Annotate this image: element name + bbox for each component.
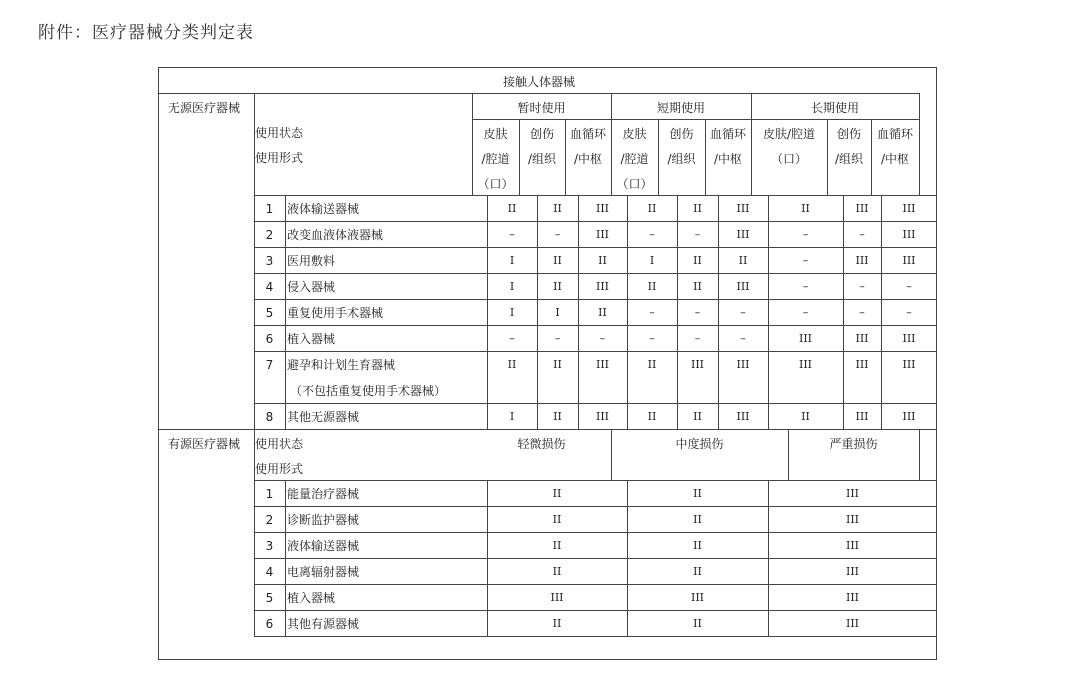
duration-header: 长期使用 xyxy=(810,101,859,115)
class-cell: III xyxy=(595,358,610,371)
class-cell: II xyxy=(693,565,702,578)
passive-form-label: 使用形式 xyxy=(255,151,304,165)
class-cell: III xyxy=(902,202,916,215)
class-cell: III xyxy=(855,254,869,267)
row-number: 5 xyxy=(265,306,274,320)
row-number: 1 xyxy=(265,202,274,216)
class-cell: – xyxy=(509,228,515,241)
active-body-top xyxy=(254,480,937,481)
class-cell: II xyxy=(552,539,562,552)
class-cell: – xyxy=(802,228,809,241)
class-cell: – xyxy=(802,254,809,267)
class-cell: II xyxy=(553,280,562,293)
row-divider xyxy=(254,273,937,274)
active-section-top xyxy=(158,429,937,430)
class-cell: – xyxy=(859,306,865,319)
row-number: 6 xyxy=(265,617,274,631)
injury-level-header: 中度损伤 xyxy=(675,437,724,451)
class-cell: III xyxy=(845,591,860,604)
active-device-name: 植入器械 xyxy=(287,591,336,605)
row-number: 7 xyxy=(265,358,274,372)
contact-type-header: /腔道 xyxy=(481,152,510,166)
contact-type-header: 创伤 xyxy=(669,127,694,141)
contact-type-header: （口） xyxy=(477,177,514,191)
class-cell: III xyxy=(855,202,869,215)
class-cell: II xyxy=(553,410,562,423)
active-device-name: 能量治疗器械 xyxy=(287,487,360,501)
class-cell: III xyxy=(855,332,869,345)
cell-divider xyxy=(627,480,628,636)
contact-type-header: /组织 xyxy=(527,152,557,166)
class-cell: – xyxy=(649,332,655,345)
class-cell: I xyxy=(509,306,515,319)
cell-divider xyxy=(487,480,488,636)
row-divider xyxy=(254,532,937,533)
class-cell: – xyxy=(859,228,865,241)
class-cell: II xyxy=(738,254,748,267)
passive-device-name: 侵入器械 xyxy=(287,280,336,294)
row-number: 2 xyxy=(265,513,274,527)
passive-device-name: 改变血液体液器械 xyxy=(287,228,384,242)
class-cell: II xyxy=(647,280,657,293)
injury-level-header: 轻微损伤 xyxy=(517,437,566,451)
class-cell: – xyxy=(649,306,655,319)
contact-type-header: 创伤 xyxy=(529,127,554,141)
class-cell: II xyxy=(552,513,562,526)
class-cell: – xyxy=(802,280,809,293)
class-cell: – xyxy=(859,280,865,293)
class-cell: – xyxy=(694,228,701,241)
class-cell: II xyxy=(801,410,810,423)
passive-device-name: 其他无源器械 xyxy=(287,410,360,424)
row-divider xyxy=(254,636,937,637)
active-device-name: 诊断监护器械 xyxy=(287,513,360,527)
class-cell: I xyxy=(509,280,515,293)
row-divider xyxy=(254,610,937,611)
active-device-name: 液体输送器械 xyxy=(287,539,360,553)
row-divider xyxy=(254,299,937,300)
row-number: 2 xyxy=(265,228,274,242)
contact-type-header: /中枢 xyxy=(713,152,743,166)
duration-header: 短期使用 xyxy=(656,101,705,115)
passive-device-note: （不包括重复使用手术器械） xyxy=(290,384,447,398)
class-cell: III xyxy=(845,513,860,526)
header-divider xyxy=(158,93,920,94)
class-cell: II xyxy=(693,202,702,215)
class-cell: II xyxy=(801,202,810,215)
class-cell: II xyxy=(693,410,702,423)
row-number: 4 xyxy=(265,280,274,294)
active-header-right-edge xyxy=(919,429,920,480)
class-cell: II xyxy=(647,358,657,371)
injury-level-header: 严重损伤 xyxy=(829,437,878,451)
class-cell: II xyxy=(693,254,702,267)
class-cell: – xyxy=(554,228,561,241)
class-cell: – xyxy=(694,332,701,345)
class-cell: II xyxy=(553,202,562,215)
row-divider xyxy=(254,247,937,248)
class-cell: III xyxy=(845,487,860,500)
class-cell: – xyxy=(740,332,746,345)
row-divider xyxy=(254,584,937,585)
class-cell: I xyxy=(509,410,515,423)
class-cell: II xyxy=(598,306,607,319)
duration-header: 暂时使用 xyxy=(517,101,566,115)
row-divider xyxy=(254,403,937,404)
class-cell: I xyxy=(649,254,655,267)
contact-type-header: 血循环 xyxy=(709,127,746,141)
class-cell: III xyxy=(736,410,750,423)
document-title: 附件：医疗器械分类判定表 xyxy=(38,23,254,43)
class-cell: II xyxy=(552,617,562,630)
class-cell: II xyxy=(693,280,702,293)
contact-type-header: /组织 xyxy=(667,152,696,166)
row-number: 1 xyxy=(265,487,274,501)
row-number: 4 xyxy=(265,565,274,579)
class-cell: – xyxy=(740,306,746,319)
class-cell: II xyxy=(647,202,657,215)
class-cell: III xyxy=(902,228,916,241)
class-cell: III xyxy=(736,358,750,371)
class-cell: – xyxy=(802,306,809,319)
passive-body-top xyxy=(254,195,937,196)
passive-device-name: 避孕和计划生育器械 xyxy=(287,358,396,372)
class-cell: III xyxy=(845,539,860,552)
class-cell: III xyxy=(798,332,813,345)
active-category-label: 有源医疗器械 xyxy=(168,437,241,451)
contact-type-header: /中枢 xyxy=(573,152,603,166)
contact-type-header: 创伤 xyxy=(836,127,861,141)
number-divider xyxy=(285,195,286,429)
class-cell: II xyxy=(507,202,517,215)
passive-device-name: 重复使用手术器械 xyxy=(287,306,384,320)
passive-device-name: 液体输送器械 xyxy=(287,202,360,216)
passive-device-name: 医用敷料 xyxy=(287,254,336,268)
class-cell: – xyxy=(694,306,701,319)
class-cell: III xyxy=(595,280,610,293)
contact-type-header: 皮肤/腔道 xyxy=(762,127,816,141)
contact-type-header: （口） xyxy=(616,177,653,191)
class-cell: III xyxy=(902,358,916,371)
row-number: 5 xyxy=(265,591,274,605)
row-number: 6 xyxy=(265,332,274,346)
class-cell: III xyxy=(855,410,869,423)
class-cell: II xyxy=(552,487,562,500)
class-cell: – xyxy=(599,332,606,345)
active-device-name: 电离辐射器械 xyxy=(287,565,360,579)
class-cell: II xyxy=(647,410,657,423)
contact-type-header: /腔道 xyxy=(620,152,649,166)
class-cell: III xyxy=(550,591,564,604)
contact-type-header: 皮肤 xyxy=(483,127,508,141)
row-number: 3 xyxy=(265,254,274,268)
class-cell: III xyxy=(845,617,860,630)
class-cell: – xyxy=(509,332,515,345)
class-cell: II xyxy=(507,358,517,371)
class-cell: II xyxy=(693,617,702,630)
class-cell: III xyxy=(798,358,813,371)
row-number: 3 xyxy=(265,539,274,553)
row-divider xyxy=(254,221,937,222)
class-cell: III xyxy=(595,228,610,241)
row-divider xyxy=(254,558,937,559)
contact-type-header: /中枢 xyxy=(880,152,910,166)
class-cell: – xyxy=(906,280,912,293)
passive-category-label: 无源医疗器械 xyxy=(168,101,241,115)
active-device-name: 其他有源器械 xyxy=(287,617,360,631)
passive-device-name: 植入器械 xyxy=(287,332,336,346)
class-cell: III xyxy=(736,280,750,293)
class-cell: III xyxy=(690,358,705,371)
class-cell: II xyxy=(693,487,702,500)
number-divider xyxy=(285,480,286,636)
row-divider xyxy=(254,325,937,326)
contact-type-header: （口） xyxy=(770,152,807,166)
class-cell: II xyxy=(553,254,562,267)
cell-divider xyxy=(768,480,769,636)
contact-type-header: 血循环 xyxy=(876,127,913,141)
class-cell: III xyxy=(902,410,916,423)
active-state-label: 使用状态 xyxy=(255,437,304,451)
class-cell: II xyxy=(553,358,562,371)
class-cell: III xyxy=(736,202,750,215)
class-cell: III xyxy=(690,591,705,604)
class-cell: II xyxy=(693,539,702,552)
contact-header: 接触人体器械 xyxy=(502,75,575,89)
class-cell: – xyxy=(649,228,655,241)
class-cell: III xyxy=(902,332,916,345)
active-form-label: 使用形式 xyxy=(255,462,304,476)
contact-type-header: 皮肤 xyxy=(622,127,647,141)
contact-type-header: 血循环 xyxy=(569,127,606,141)
header-right-edge xyxy=(919,93,920,195)
class-cell: III xyxy=(595,202,610,215)
class-cell: III xyxy=(845,565,860,578)
class-cell: I xyxy=(555,306,560,319)
class-cell: II xyxy=(552,565,562,578)
passive-state-label: 使用状态 xyxy=(255,126,304,140)
class-cell: – xyxy=(554,332,561,345)
class-cell: III xyxy=(855,358,869,371)
duration-divider xyxy=(472,119,919,120)
class-cell: II xyxy=(598,254,607,267)
row-divider xyxy=(254,351,937,352)
class-cell: II xyxy=(693,513,702,526)
contact-type-header: /组织 xyxy=(834,152,864,166)
class-cell: I xyxy=(509,254,515,267)
class-cell: – xyxy=(906,306,912,319)
row-divider xyxy=(254,506,937,507)
class-cell: III xyxy=(902,254,916,267)
class-cell: III xyxy=(736,228,750,241)
class-cell: III xyxy=(595,410,610,423)
row-number: 8 xyxy=(265,410,274,424)
